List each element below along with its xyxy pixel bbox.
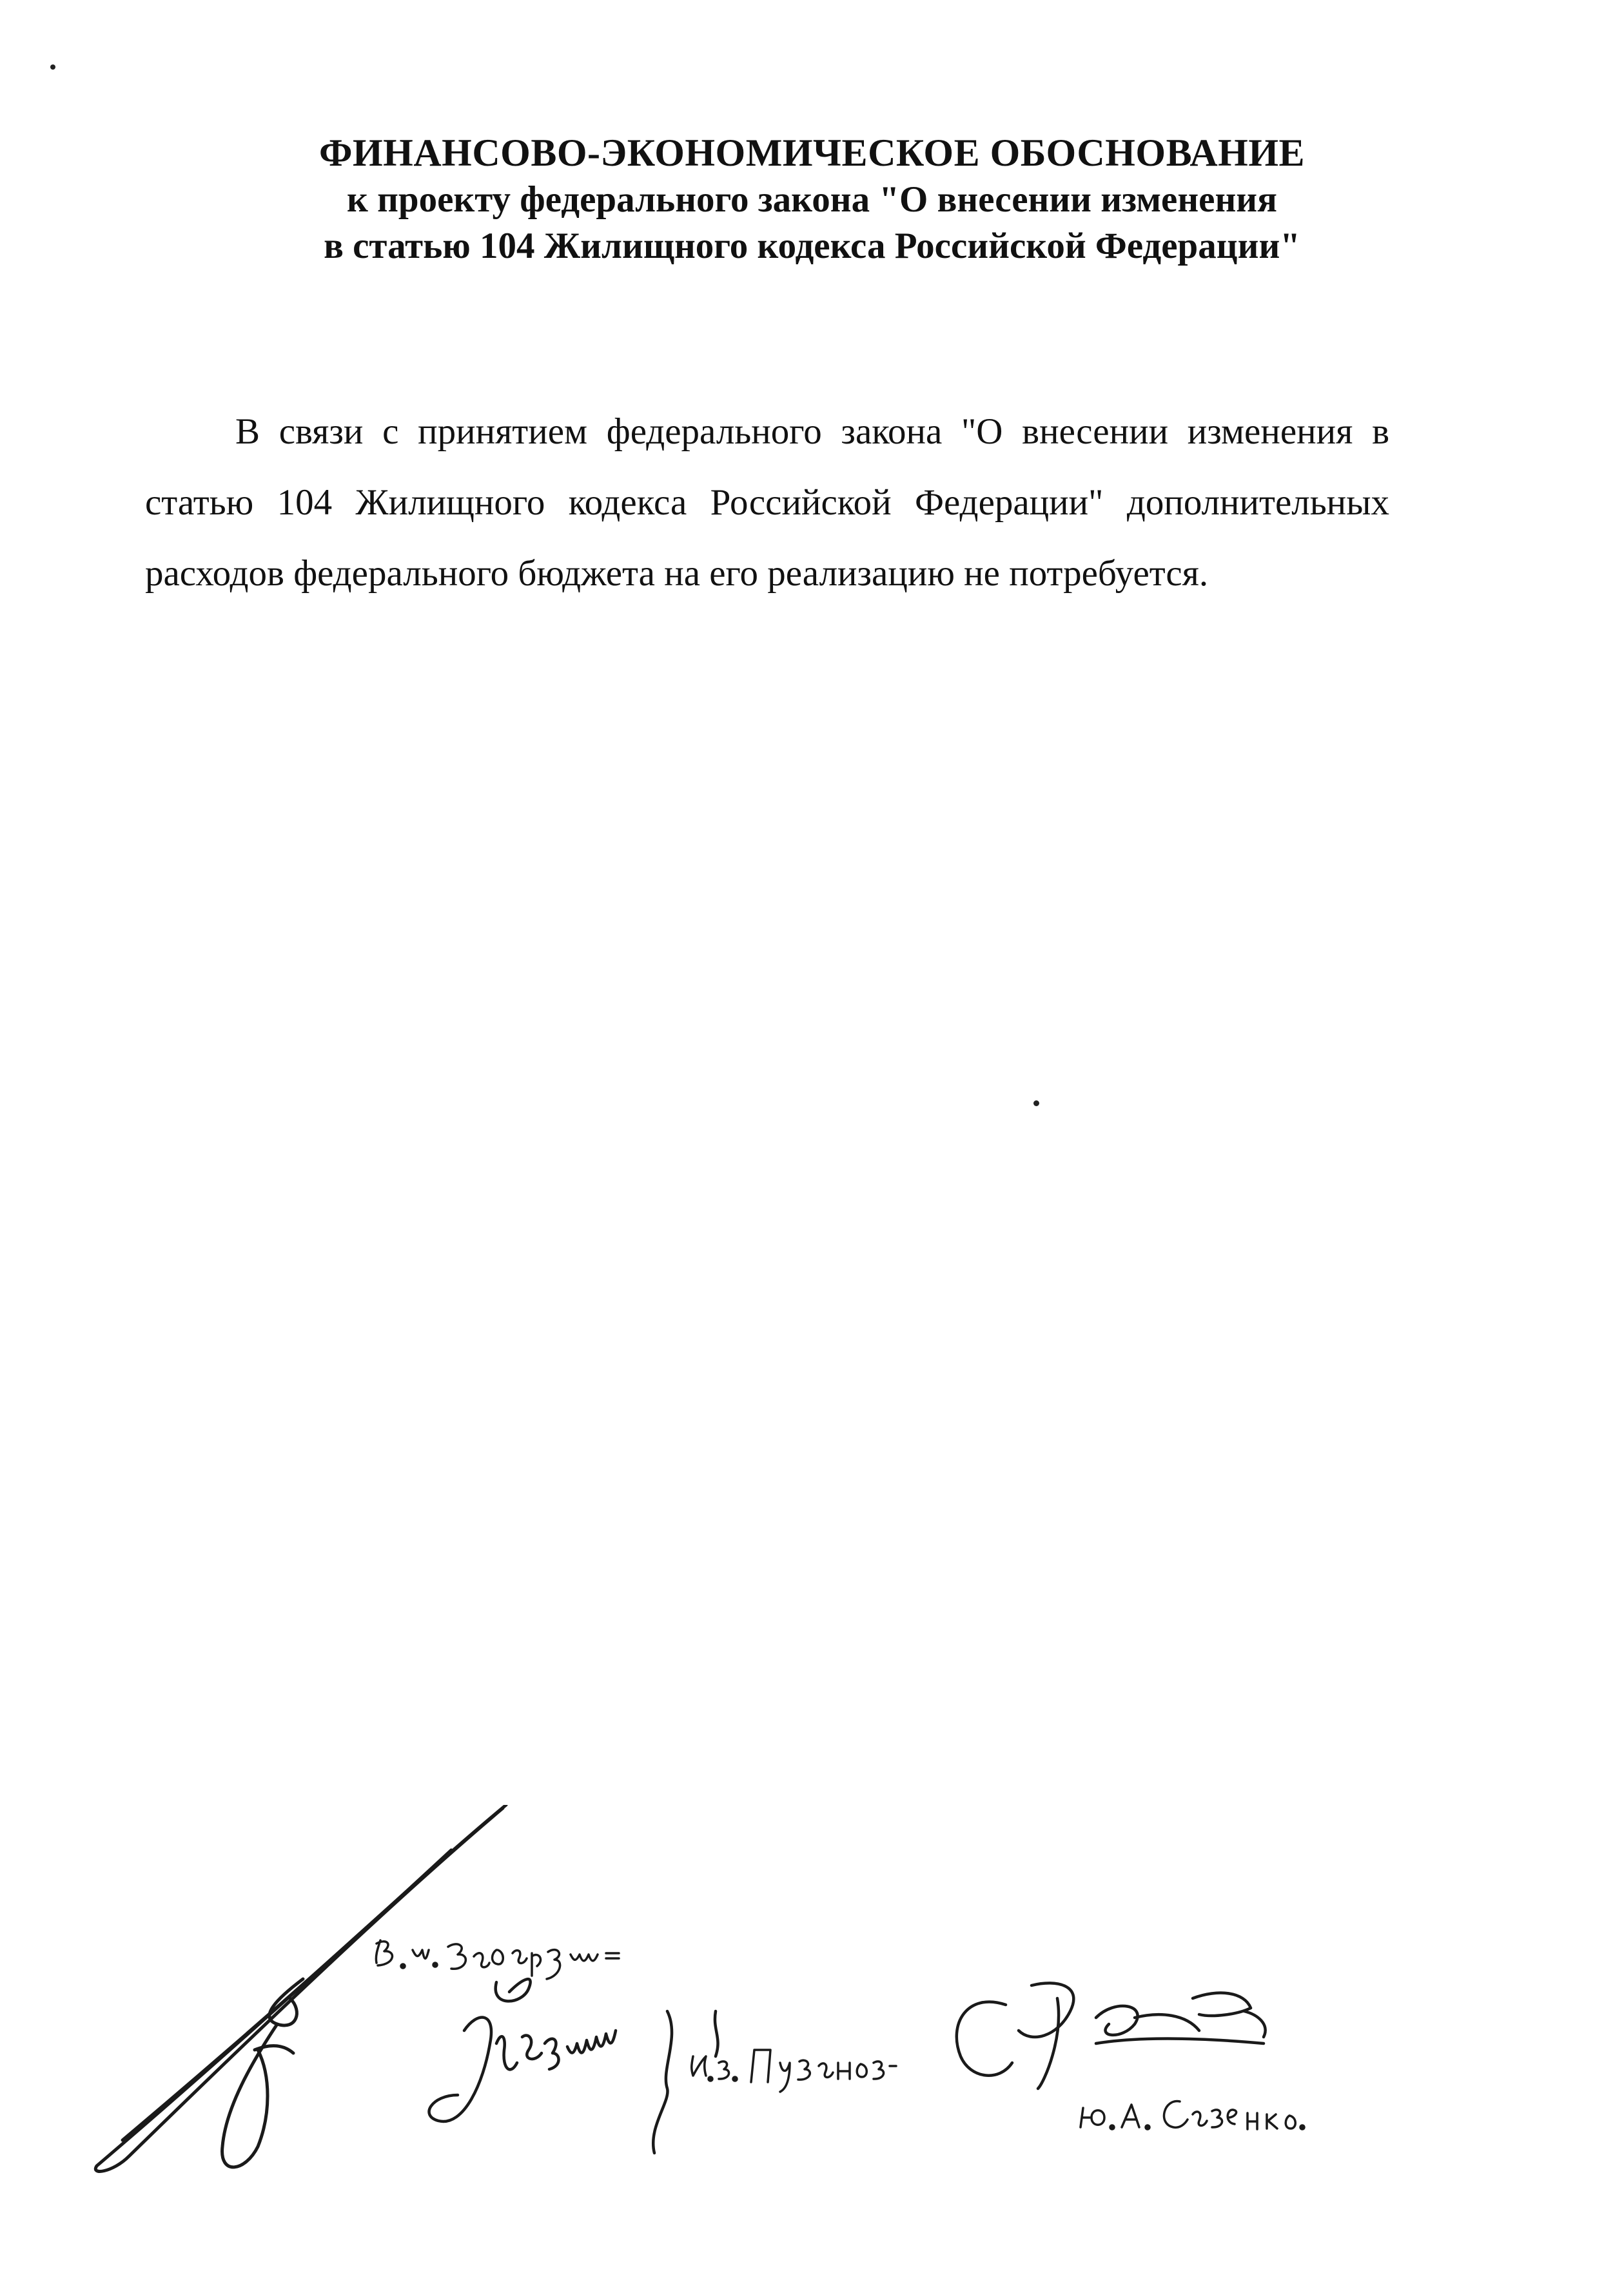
signature-annotation-puzanov [692, 2050, 896, 2092]
signature-block [0, 1805, 1624, 2256]
document-header [0, 129, 1624, 269]
scan-speck [1033, 1100, 1039, 1106]
signature-zavarzin [95, 1805, 506, 2171]
signature-savenko [957, 1983, 1266, 2089]
document-title: ФИНАНСОВО-ЭКОНОМИЧЕСКОЕ ОБОСНОВАНИЕ [318, 132, 1306, 174]
signature-annotation-zavarzin [376, 1940, 619, 1979]
document-subtitle-line-1: к проекту федерального закона "О внесении изменения [346, 179, 1277, 220]
document-subtitle-line-2: в статью 104 Жилищного кодекса Российской Федерации" [324, 226, 1300, 266]
signature-annotation-savenko [1081, 2101, 1304, 2129]
scan-speck [50, 64, 55, 70]
signature-puzanov [429, 1979, 718, 2153]
body-paragraph: В связи с принятием федерального закона "О внесении изменения в статью 104 Жилищного кодекса Российской Федерации" дополнительных расходов федерального бюджета на его реализацию не потребуется. [145, 411, 1389, 594]
handwritten-signatures [0, 1805, 1624, 2256]
